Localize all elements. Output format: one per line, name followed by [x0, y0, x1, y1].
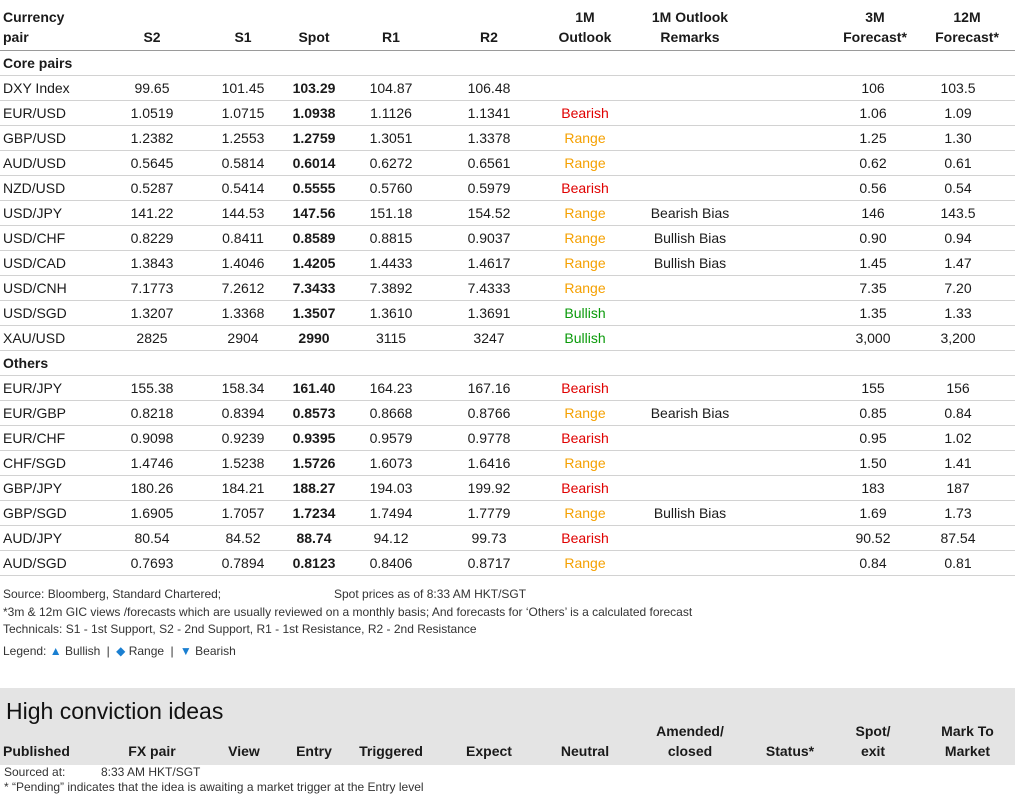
cell-spot: 0.6014 — [292, 155, 336, 171]
cell-spot: 0.9395 — [292, 430, 336, 446]
hc-notes-area — [0, 765, 1015, 808]
cell-spot: 1.3507 — [292, 305, 336, 321]
hc-pending-note: * “Pending” indicates that the idea is awaiting a market trigger at the Entry level — [4, 780, 424, 794]
cell-r1: 104.87 — [369, 80, 413, 96]
cell-outlook: Range — [564, 230, 606, 246]
triangle-down-icon: ▼ — [179, 644, 192, 658]
cell-f3m: 90.52 — [855, 530, 891, 546]
cell-remarks — [630, 476, 750, 501]
cell-r2: 0.5979 — [467, 180, 511, 196]
cell-f12m: 1.47 — [944, 255, 972, 271]
cell-r2: 154.52 — [467, 205, 511, 221]
cell-r1: 1.7494 — [369, 505, 413, 521]
cell-s2: 180.26 — [130, 480, 174, 496]
cell-s1: 0.5414 — [221, 180, 265, 196]
cell-s2: 155.38 — [130, 380, 174, 396]
cell-f3m: 1.69 — [859, 505, 887, 521]
cell-spot: 1.7234 — [292, 505, 336, 521]
cell-s2: 0.8218 — [130, 405, 174, 421]
cell-pair: USD/SGD — [3, 305, 67, 321]
cell-f3m: 0.90 — [859, 230, 887, 246]
cell-remarks — [630, 101, 750, 126]
cell-f12m: 0.54 — [944, 180, 972, 196]
hc-col-published: Published — [3, 743, 70, 759]
cell-pair: AUD/SGD — [3, 555, 67, 571]
cell-r1: 0.9579 — [369, 430, 413, 446]
cell-spot: 2990 — [298, 330, 330, 346]
cell-outlook: Bullish — [564, 330, 606, 346]
cell-remarks — [630, 76, 750, 101]
cell-remarks: Bullish Bias — [653, 505, 727, 521]
forecast-footnote: *3m & 12m GIC views /forecasts which are usually reviewed on a monthly basis; And forecasts for ‘Others’ is a calculated forecast — [3, 605, 693, 619]
cell-r1: 194.03 — [369, 480, 413, 496]
table-row — [0, 151, 1015, 176]
cell-remarks — [630, 176, 750, 201]
cell-s1: 158.34 — [221, 380, 265, 396]
cell-f12m: 0.61 — [944, 155, 972, 171]
cell-s1: 0.5814 — [221, 155, 265, 171]
cell-pair: AUD/USD — [3, 155, 67, 171]
cell-s1: 1.4046 — [221, 255, 265, 271]
cell-s2: 1.2382 — [130, 130, 174, 146]
cell-f3m: 3,000 — [855, 330, 891, 346]
cell-s1: 184.21 — [221, 480, 265, 496]
cell-s2: 141.22 — [130, 205, 174, 221]
high-conviction-panel — [0, 688, 1015, 808]
hc-col-triggered: Triggered — [359, 743, 423, 759]
cell-f3m: 1.25 — [859, 130, 887, 146]
cell-remarks — [630, 126, 750, 151]
cell-outlook: Bearish — [561, 380, 609, 396]
cell-s1: 1.3368 — [221, 305, 265, 321]
cell-f3m: 1.06 — [859, 105, 887, 121]
cell-outlook: Range — [564, 455, 606, 471]
header-3m-line2: Forecast* — [843, 29, 907, 45]
cell-outlook: Range — [564, 555, 606, 571]
cell-r2: 1.4617 — [467, 255, 511, 271]
cell-s1: 84.52 — [225, 530, 261, 546]
cell-r2: 99.73 — [471, 530, 507, 546]
cell-remarks — [630, 276, 750, 301]
cell-remarks — [630, 151, 750, 176]
cell-remarks — [630, 551, 750, 576]
cell-outlook: Bullish — [564, 305, 606, 321]
cell-outlook: Range — [564, 130, 606, 146]
cell-s2: 1.0519 — [130, 105, 174, 121]
cell-r2: 1.6416 — [467, 455, 511, 471]
cell-pair: DXY Index — [3, 80, 70, 96]
cell-r1: 1.4433 — [369, 255, 413, 271]
cell-pair: GBP/SGD — [3, 505, 67, 521]
table-row — [0, 226, 1015, 251]
cell-outlook: Bearish — [561, 530, 609, 546]
cell-s1: 0.8394 — [221, 405, 265, 421]
cell-pair: EUR/GBP — [3, 405, 67, 421]
cell-pair: AUD/JPY — [3, 530, 63, 546]
legend-range: Range — [128, 644, 165, 658]
table-row — [0, 176, 1015, 201]
cell-r1: 7.3892 — [369, 280, 413, 296]
cell-f12m: 103.5 — [940, 80, 976, 96]
cell-r1: 0.8406 — [369, 555, 413, 571]
legend-separator: | — [106, 644, 110, 658]
cell-r2: 0.8717 — [467, 555, 511, 571]
cell-s1: 1.7057 — [221, 505, 265, 521]
cell-f12m: 1.02 — [944, 430, 972, 446]
header-s1: S1 — [234, 29, 252, 45]
cell-f12m: 87.54 — [940, 530, 976, 546]
cell-spot: 0.5555 — [292, 180, 336, 196]
cell-s2: 99.65 — [134, 80, 170, 96]
header-s2: S2 — [143, 29, 161, 45]
cell-f12m: 0.94 — [944, 230, 972, 246]
diamond-icon: ◆ — [116, 644, 126, 658]
cell-f12m: 1.30 — [944, 130, 972, 146]
cell-pair: EUR/JPY — [3, 380, 63, 396]
table-row — [0, 126, 1015, 151]
cell-pair: GBP/USD — [3, 130, 67, 146]
cell-remarks — [630, 326, 750, 351]
cell-f3m: 0.62 — [859, 155, 887, 171]
cell-spot: 1.5726 — [292, 455, 336, 471]
cell-r1: 0.6272 — [369, 155, 413, 171]
cell-r1: 1.1126 — [370, 105, 412, 121]
cell-s1: 1.0715 — [221, 105, 265, 121]
legend-bullish: Bullish — [64, 644, 101, 658]
cell-remarks — [630, 451, 750, 476]
cell-f12m: 1.33 — [944, 305, 972, 321]
cell-s2: 0.9098 — [130, 430, 174, 446]
cell-r2: 1.7779 — [467, 505, 511, 521]
cell-r1: 1.3610 — [369, 305, 413, 321]
cell-outlook: Range — [564, 255, 606, 271]
hc-col-expect: Expect — [466, 743, 512, 759]
table-row — [0, 251, 1015, 276]
cell-f12m: 0.84 — [944, 405, 972, 421]
section-others: Others — [3, 355, 49, 371]
cell-f3m: 146 — [861, 205, 885, 221]
cell-outlook: Range — [564, 155, 606, 171]
header-r2: R2 — [480, 29, 498, 45]
cell-r2: 0.8766 — [467, 405, 511, 421]
cell-f12m: 7.20 — [944, 280, 972, 296]
cell-outlook — [545, 76, 625, 101]
cell-s1: 0.8411 — [222, 230, 264, 246]
cell-f3m: 7.35 — [859, 280, 887, 296]
cell-pair: GBP/JPY — [3, 480, 63, 496]
cell-f3m: 0.95 — [859, 430, 887, 446]
cell-r2: 0.9037 — [467, 230, 511, 246]
hc-col-status: Status* — [765, 743, 815, 759]
cell-f3m: 155 — [861, 380, 885, 396]
cell-s1: 101.45 — [221, 80, 265, 96]
legend-bearish: Bearish — [195, 644, 236, 658]
cell-spot: 147.56 — [292, 205, 336, 221]
hc-col-mtm-line2: Market — [944, 743, 991, 759]
table-row — [0, 276, 1015, 301]
cell-spot: 1.0938 — [292, 105, 336, 121]
cell-s2: 0.5287 — [130, 180, 174, 196]
cell-pair: NZD/USD — [3, 180, 66, 196]
cell-r2: 199.92 — [467, 480, 511, 496]
cell-s2: 1.4746 — [130, 455, 174, 471]
cell-s2: 0.5645 — [130, 155, 174, 171]
cell-s2: 2825 — [136, 330, 168, 346]
cell-r2: 167.16 — [467, 380, 511, 396]
cell-r2: 0.6561 — [467, 155, 511, 171]
hc-col-entry: Entry — [296, 743, 332, 759]
header-outlook-line1: 1M — [575, 9, 595, 25]
cell-f3m: 0.56 — [859, 180, 887, 196]
cell-f12m: 187 — [946, 480, 970, 496]
cell-s1: 144.53 — [221, 205, 265, 221]
cell-spot: 88.74 — [296, 530, 332, 546]
header-remarks-line2: Remarks — [660, 29, 720, 45]
table-row — [0, 476, 1015, 501]
cell-outlook: Range — [564, 505, 606, 521]
table-row — [0, 526, 1015, 551]
cell-outlook: Range — [564, 205, 606, 221]
hc-sourced-time: 8:33 AM HKT/SGT — [101, 765, 201, 779]
high-conviction-title: High conviction ideas — [6, 698, 224, 724]
table-header — [0, 0, 1015, 50]
cell-s2: 1.6905 — [130, 505, 174, 521]
header-remarks-line1: 1M Outlook — [651, 9, 729, 25]
cell-spot: 1.4205 — [292, 255, 336, 271]
header-pair-line2: pair — [3, 29, 29, 45]
cell-r2: 3247 — [473, 330, 505, 346]
cell-f12m: 156 — [946, 380, 970, 396]
cell-spot: 7.3433 — [292, 280, 336, 296]
cell-remarks — [630, 376, 750, 401]
table-row — [0, 426, 1015, 451]
cell-f12m: 1.73 — [944, 505, 972, 521]
table-row — [0, 301, 1015, 326]
cell-r1: 3115 — [375, 330, 407, 346]
cell-s2: 7.1773 — [130, 280, 174, 296]
hc-col-mtm-line1: Mark To — [941, 723, 994, 739]
cell-r2: 1.3691 — [467, 305, 511, 321]
cell-r1: 1.6073 — [369, 455, 413, 471]
cell-remarks — [630, 301, 750, 326]
cell-s1: 2904 — [227, 330, 259, 346]
cell-s2: 1.3207 — [130, 305, 174, 321]
cell-r1: 1.3051 — [369, 130, 413, 146]
cell-f3m: 1.45 — [859, 255, 887, 271]
cell-remarks: Bullish Bias — [653, 255, 727, 271]
cell-f12m: 3,200 — [940, 330, 976, 346]
cell-f12m: 1.41 — [944, 455, 972, 471]
hc-col-fx-pair: FX pair — [128, 743, 176, 759]
cell-s2: 0.7693 — [130, 555, 174, 571]
cell-remarks: Bearish Bias — [650, 205, 730, 221]
table-row — [0, 401, 1015, 426]
hc-col-neutral: Neutral — [560, 743, 610, 759]
cell-r1: 151.18 — [369, 205, 413, 221]
cell-remarks — [630, 426, 750, 451]
header-12m-line1: 12M — [953, 9, 981, 25]
cell-spot: 103.29 — [292, 80, 336, 96]
hc-col-spot-line1: Spot/ — [855, 723, 891, 739]
section-core-pairs: Core pairs — [3, 55, 73, 71]
cell-s2: 0.8229 — [130, 230, 174, 246]
technicals-note: Technicals: S1 - 1st Support, S2 - 2nd Support, R1 - 1st Resistance, R2 - 2nd Resistance — [3, 622, 477, 636]
cell-spot: 0.8573 — [292, 405, 336, 421]
cell-outlook: Bearish — [561, 180, 609, 196]
cell-pair: USD/JPY — [3, 205, 63, 221]
legend — [3, 643, 236, 659]
cell-f3m: 106 — [861, 80, 885, 96]
cell-f3m: 0.85 — [859, 405, 887, 421]
cell-f3m: 1.50 — [859, 455, 887, 471]
header-divider — [0, 50, 1015, 51]
cell-f12m: 143.5 — [940, 205, 976, 221]
table-row — [0, 451, 1015, 476]
header-3m-line1: 3M — [865, 9, 885, 25]
cell-pair: EUR/USD — [3, 105, 67, 121]
cell-remarks: Bullish Bias — [653, 230, 727, 246]
table-row — [0, 76, 1015, 101]
hc-col-view: View — [228, 743, 260, 759]
cell-spot: 1.2759 — [292, 130, 336, 146]
table-row — [0, 376, 1015, 401]
cell-spot: 0.8589 — [292, 230, 336, 246]
table-row — [0, 101, 1015, 126]
cell-r1: 0.8815 — [369, 230, 413, 246]
triangle-up-icon: ▲ — [49, 644, 62, 658]
cell-outlook: Bearish — [561, 480, 609, 496]
cell-r2: 1.1341 — [467, 105, 511, 121]
cell-pair: EUR/CHF — [3, 430, 66, 446]
cell-s1: 1.5238 — [221, 455, 265, 471]
source-note: Source: Bloomberg, Standard Chartered; — [3, 587, 222, 601]
cell-outlook: Range — [564, 280, 606, 296]
table-row — [0, 501, 1015, 526]
cell-f3m: 1.35 — [859, 305, 887, 321]
cell-pair: USD/CNH — [3, 280, 67, 296]
cell-r1: 0.8668 — [369, 405, 413, 421]
cell-pair: CHF/SGD — [3, 455, 66, 471]
cell-s2: 80.54 — [134, 530, 170, 546]
spot-time-note: Spot prices as of 8:33 AM HKT/SGT — [334, 587, 527, 601]
table-row — [0, 201, 1015, 226]
cell-s1: 7.2612 — [221, 280, 265, 296]
table-row — [0, 326, 1015, 351]
cell-r1: 164.23 — [369, 380, 413, 396]
cell-pair: USD/CHF — [3, 230, 66, 246]
cell-r2: 106.48 — [467, 80, 511, 96]
header-r1: R1 — [382, 29, 400, 45]
cell-pair: XAU/USD — [3, 330, 66, 346]
header-12m-line2: Forecast* — [935, 29, 999, 45]
cell-outlook: Bearish — [561, 430, 609, 446]
cell-r1: 94.12 — [373, 530, 409, 546]
header-outlook-line2: Outlook — [558, 29, 612, 45]
cell-remarks: Bearish Bias — [650, 405, 730, 421]
hc-col-spot-line2: exit — [860, 743, 886, 759]
cell-spot: 161.40 — [292, 380, 336, 396]
cell-s1: 0.9239 — [221, 430, 265, 446]
cell-f3m: 0.84 — [859, 555, 887, 571]
cell-r2: 7.4333 — [467, 280, 511, 296]
cell-f12m: 1.09 — [944, 105, 972, 121]
cell-remarks — [630, 526, 750, 551]
cell-r1: 0.5760 — [369, 180, 413, 196]
cell-spot: 188.27 — [292, 480, 336, 496]
cell-r2: 0.9778 — [467, 430, 511, 446]
cell-outlook: Range — [564, 405, 606, 421]
cell-s1: 0.7894 — [221, 555, 265, 571]
cell-spot: 0.8123 — [292, 555, 336, 571]
cell-f3m: 183 — [861, 480, 885, 496]
hc-col-amended-line2: closed — [667, 743, 713, 759]
hc-sourced-label: Sourced at: — [4, 765, 66, 779]
cell-s2: 1.3843 — [130, 255, 174, 271]
cell-r2: 1.3378 — [467, 130, 511, 146]
cell-pair: USD/CAD — [3, 255, 67, 271]
hc-col-amended-line1: Amended/ — [656, 723, 724, 739]
cell-s1: 1.2553 — [221, 130, 265, 146]
legend-label: Legend: — [3, 644, 47, 658]
legend-separator: | — [170, 644, 174, 658]
table-row — [0, 551, 1015, 576]
cell-outlook: Bearish — [561, 105, 609, 121]
header-spot: Spot — [298, 29, 330, 45]
cell-f12m: 0.81 — [944, 555, 972, 571]
header-pair-line1: Currency — [3, 9, 65, 25]
